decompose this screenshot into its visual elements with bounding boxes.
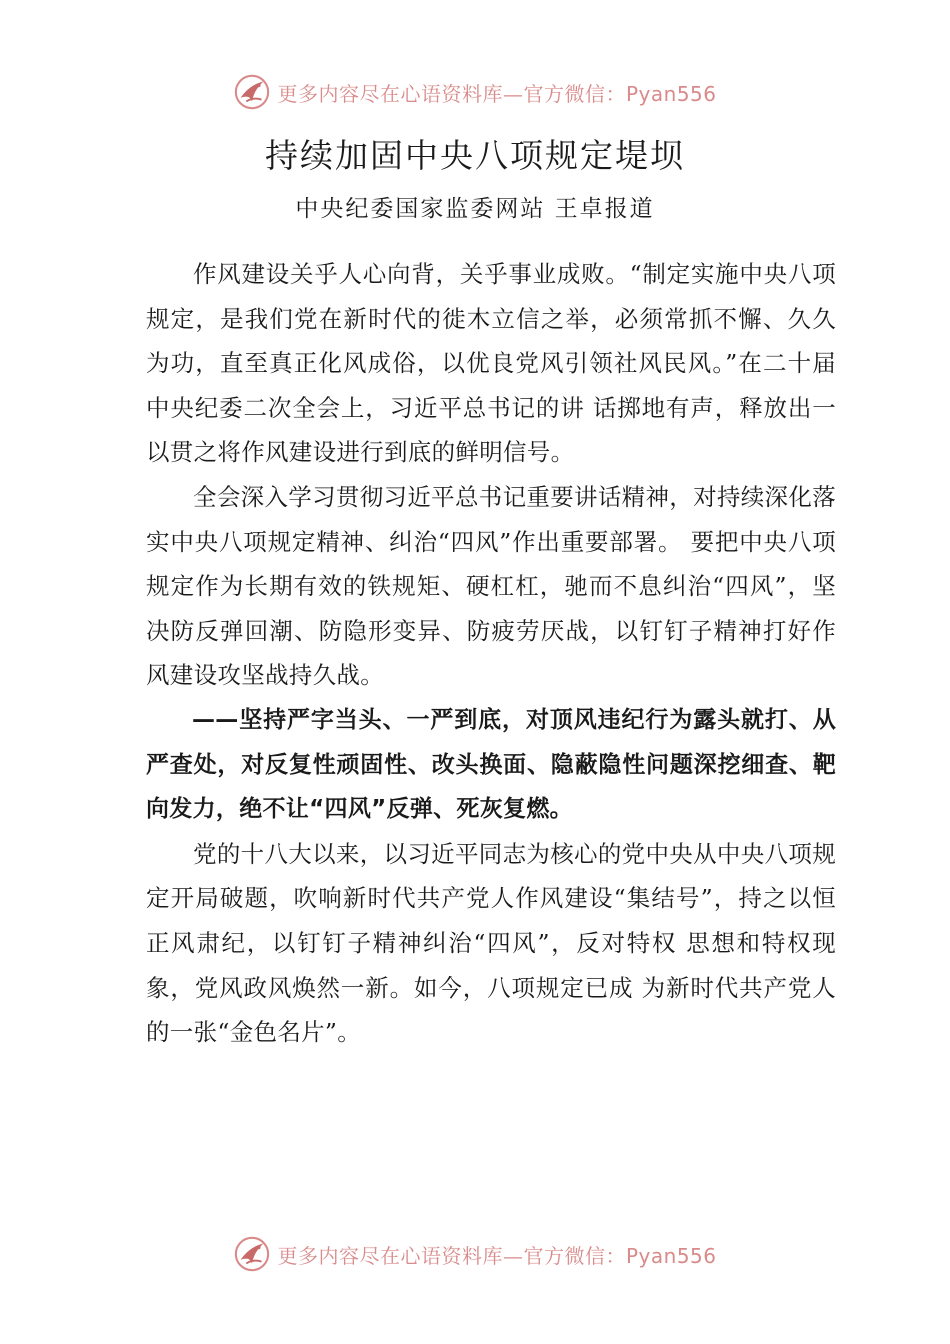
- paragraph-2: 全会深入学习贯彻习近平总书记重要讲话精神，对持续深化落实中央八项规定精神、纠治“四风”作出重要部署。 要把中央八项规定作为长期有效的铁规矩、硬杠杠，驰而不息纠治“四风”，坚决防反弹回潮、防隐形变异、防疲劳厌战，以钉钉子精神打好作风建设攻坚战持久战。: [146, 482, 836, 690]
- watermark-text: 更多内容尽在心语资料库—官方微信：Pyan556: [277, 1243, 717, 1268]
- article-byline: 中央纪委国家监委网站 王卓报道: [295, 196, 655, 222]
- article-title: 持续加固中央八项规定堤坝: [265, 136, 685, 175]
- phoenix-logo-icon: [233, 1235, 271, 1273]
- paragraph-4: 党的十八大以来，以习近平同志为核心的党中央从中央八项规定开局破题，吹响新时代共产党人作风建设“集结号”，持之以恒正风肃纪，以钉钉子精神纠治“四风”，反对特权 思想和特权现象，党风政风焕然一新。如今，八项规定已成 为新时代共产党人的一张“金色名片”。: [146, 839, 836, 1047]
- phoenix-logo-icon: [233, 73, 271, 111]
- watermark-text: 更多内容尽在心语资料库—官方微信：Pyan556: [277, 81, 717, 106]
- paragraph-1: 作风建设关乎人心向背，关乎事业成败。“制定实施中央八项规定，是我们党在新时代的徙木立信之举，必须常抓不懈、久久为功，直至真正化风成俗，以优良党风引领社风民风。”在二十届中央纪委二次全会上，习近平总书记的讲 话掷地有声，释放出一以贯之将作风建设进行到底的鲜明信号。: [146, 260, 836, 467]
- paragraph-3-emphasis: ——坚持严字当头、一严到底，对顶风违纪行为露头就打、从严查处，对反复性顽固性、改头换面、隐蔽隐性问题深挖细查、靶向发力，绝不让“四风”反弹、死灰复燃。: [146, 706, 836, 823]
- article-body: [146, 252, 836, 1055]
- footer-watermark: [0, 1232, 950, 1276]
- header-watermark: [0, 70, 950, 114]
